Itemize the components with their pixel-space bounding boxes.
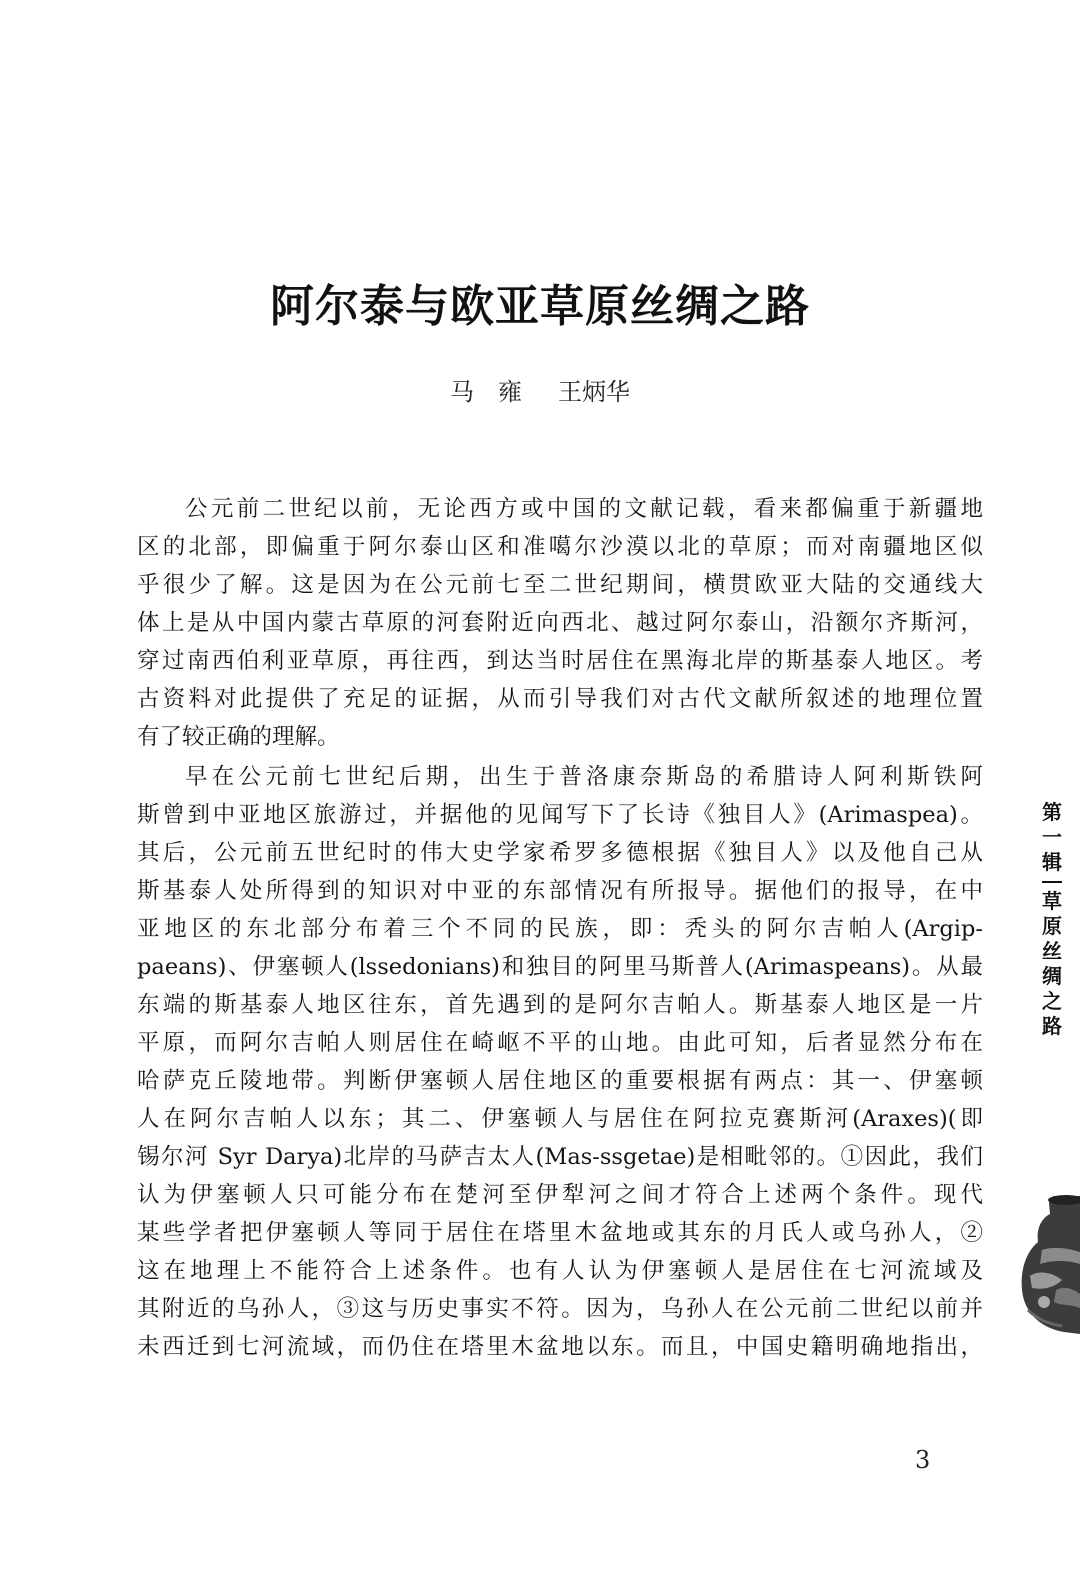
side-tab-divider [1042,881,1062,883]
side-tab-char: 辑 [1042,850,1062,874]
text-line: 公元前二世纪以前，无论西方或中国的文献记载，看来都偏重于新疆地 [185,496,983,522]
text-line: 早在公元前七世纪后期，出生于普洛康奈斯岛的希腊诗人阿利斯铁阿 [185,764,983,790]
text-line: 哈萨克丘陵地带。判断伊塞顿人居住地区的重要根据有两点：其一、伊塞顿 [137,1068,983,1094]
author-line [0,372,1080,407]
text-line: 穿过南西伯利亚草原，再往西，到达当时居住在黑海北岸的斯基泰人地区。考 [137,648,983,674]
text-line: 锡尔河 Syr Darya)北岸的马萨吉太人(Mas-ssgetae)是相毗邻的。①因此，我们 [137,1144,983,1170]
author-name: 王炳华 [558,378,630,406]
text-line: 这在地理上不能符合上述条件。也有人认为伊塞顿人是居住在七河流域及 [137,1258,983,1284]
side-tab-char: 绸 [1042,964,1062,988]
side-tab-char: 一 [1042,825,1062,849]
side-tab-char: 丝 [1042,939,1062,963]
section-side-tab [1037,800,1067,1039]
text-line: 平原，而阿尔吉帕人则居住在崎岖不平的山地。由此可知，后者显然分布在 [137,1030,983,1056]
text-line: 区的北部，即偏重于阿尔泰山区和准噶尔沙漠以北的草原；而对南疆地区似 [137,534,983,560]
text-line: paeans)、伊塞顿人(lssedonians)和独目的阿里马斯普人(Arimaspeans)。从最 [137,954,983,980]
text-line: 体上是从中国内蒙古草原的河套附近向西北、越过阿尔泰山，沿额尔齐斯河， [137,610,983,636]
page-number: 3 [915,1446,931,1474]
text-line: 人在阿尔吉帕人以东；其二、伊塞顿人与居住在阿拉克赛斯河(Araxes)(即 [137,1106,983,1132]
text-line: 亚地区的东北部分布着三个不同的民族，即：秃头的阿尔吉帕人(Argip- [137,916,983,942]
text-line: 有了较正确的理解。 [137,724,340,750]
text-line: 斯曾到中亚地区旅游过，并据他的见闻写下了长诗《独目人》(Arimaspea)。 [137,802,983,828]
text-line: 未西迁到七河流域，而仍住在塔里木盆地以东。而且，中国史籍明确地指出， [137,1334,983,1360]
text-line: 其附近的乌孙人，③这与历史事实不符。因为，乌孙人在公元前二世纪以前并 [137,1296,983,1322]
side-tab-char: 第 [1042,800,1062,824]
side-tab-char: 草 [1042,889,1062,913]
text-line: 认为伊塞顿人只可能分布在楚河至伊犁河之间才符合上述两个条件。现代 [137,1182,983,1208]
article-title: 阿尔泰与欧亚草原丝绸之路 [270,281,810,332]
text-line: 古资料对此提供了充足的证据，从而引导我们对古代文献所叙述的地理位置 [137,686,983,712]
text-line: 某些学者把伊塞顿人等同于居住在塔里木盆地或其东的月氏人或乌孙人，② [137,1220,983,1246]
vase-illustration-icon [1012,1190,1080,1340]
text-line: 其后，公元前五世纪时的伟大史学家希罗多德根据《独目人》以及他自己从 [137,840,983,866]
side-tab-char: 之 [1042,989,1062,1013]
author-name: 马 雍 [450,378,522,406]
text-line: 乎很少了解。这是因为在公元前七至二世纪期间，横贯欧亚大陆的交通线大 [137,572,983,598]
side-tab-char: 路 [1042,1014,1062,1038]
text-line: 斯基泰人处所得到的知识对中亚的东部情况有所报导。据他们的报导，在中 [137,878,983,904]
text-line: 东端的斯基泰人地区往东，首先遇到的是阿尔吉帕人。斯基泰人地区是一片 [137,992,983,1018]
side-tab-char: 原 [1042,914,1062,938]
